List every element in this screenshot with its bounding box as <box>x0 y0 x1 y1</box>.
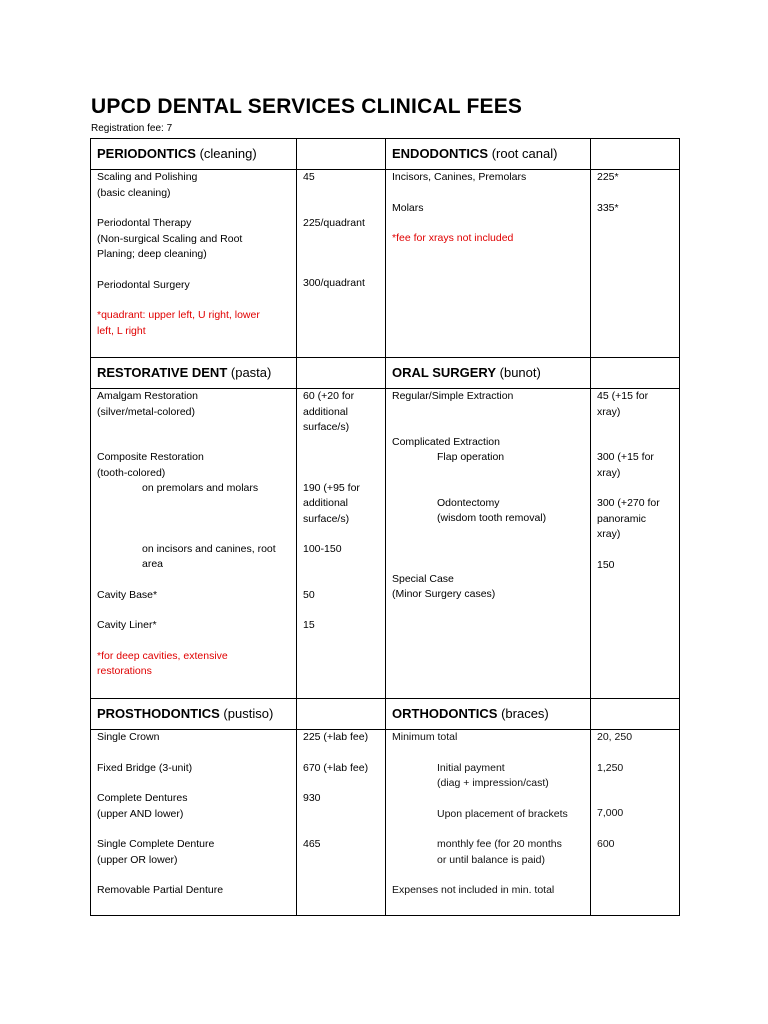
orthodontics-services: Minimum total Initial payment (diag + impression/cast) Upon placement of brackets monthly fee (for 20 months or until balance is paid) Expenses not included in min. total <box>386 730 591 916</box>
oral-surgery-fees: 45 (+15 for xray) 300 (+15 for xray) 300 (+270 for panoramic xray) 150 <box>591 389 680 699</box>
periodontics-services: Scaling and Polishing (basic cleaning) Periodontal Therapy (Non-surgical Scaling and Root Planing; deep cleaning) Periodontal Surgery *quadrant: upper left, U right, lower left, L right <box>91 170 297 358</box>
periodontics-header: PERIODONTICS (cleaning) <box>91 139 297 170</box>
prosthodontics-services: Single Crown Fixed Bridge (3-unit) Complete Dentures (upper AND lower) Single Complete Denture (upper OR lower) Removable Partial Denture <box>91 730 297 916</box>
prosthodontics-header: PROSTHODONTICS (pustiso) <box>91 699 297 730</box>
endodontics-services: Incisors, Canines, Premolars Molars *fee for xrays not included <box>386 170 591 358</box>
oral-surgery-services: Regular/Simple Extraction Complicated Extraction Flap operation Odontectomy (wisdom tooth removal) Special Case (Minor Surgery cases) <box>386 389 591 699</box>
restorative-header: RESTORATIVE DENT (pasta) <box>91 358 297 389</box>
restorative-fees: 60 (+20 for additional surface/s) 190 (+95 for additional surface/s) 100-150 50 15 <box>297 389 386 699</box>
registration-fee: Registration fee: 7 <box>91 123 173 134</box>
oral-surgery-header: ORAL SURGERY (bunot) <box>386 358 591 389</box>
section-header-row <box>91 139 680 170</box>
section-header-row <box>91 699 680 730</box>
fees-table <box>90 138 680 916</box>
section-body-row <box>91 730 680 916</box>
page-title: UPCD DENTAL SERVICES CLINICAL FEES <box>91 95 523 118</box>
prosthodontics-fees: 225 (+lab fee) 670 (+lab fee) 930 465 <box>297 730 386 916</box>
section-body-row <box>91 389 680 699</box>
orthodontics-fees: 20, 250 1,250 7,000 600 <box>591 730 680 916</box>
endodontics-header: ENDODONTICS (root canal) <box>386 139 591 170</box>
periodontics-fees: 45 225/quadrant 300/quadrant <box>297 170 386 358</box>
section-header-row <box>91 358 680 389</box>
restorative-services: Amalgam Restoration (silver/metal-colored) Composite Restoration (tooth-colored) on premolars and molars on incisors and canines, root area Cavity Base* Cavity Liner* *for deep cavities, extensive restorations <box>91 389 297 699</box>
deep-cavities-note: *for deep cavities, extensive <box>97 649 228 662</box>
endodontics-fees: 225* 335* <box>591 170 680 358</box>
quadrant-note: *quadrant: upper left, U right, lower <box>97 309 260 321</box>
orthodontics-header: ORTHODONTICS (braces) <box>386 699 591 730</box>
xray-note: *fee for xrays not included <box>392 232 514 244</box>
section-body-row <box>91 170 680 358</box>
